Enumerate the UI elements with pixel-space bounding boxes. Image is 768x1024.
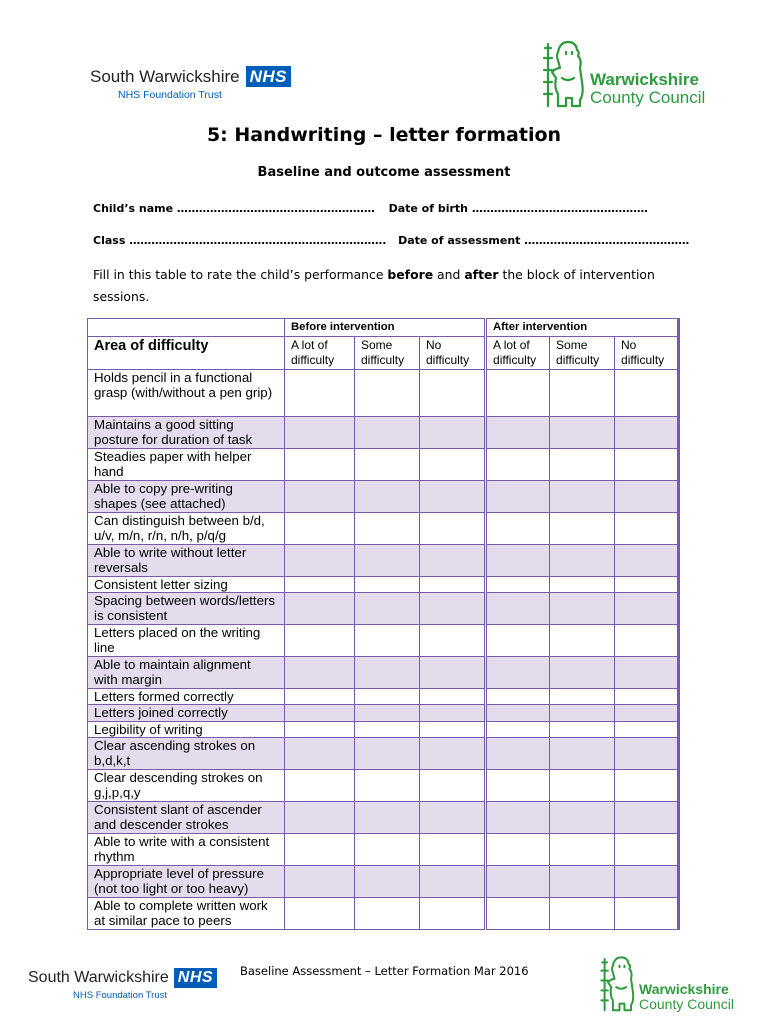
page-title: 5: Handwriting – letter formation <box>206 124 562 146</box>
council-name-line1: Warwickshire <box>590 70 699 90</box>
table-row <box>88 721 679 737</box>
after-a-lot-rating-cell[interactable] <box>486 833 550 865</box>
instructions-text-3: the block of intervention sessions. <box>93 267 655 304</box>
table-row <box>88 689 679 705</box>
before-no-rating-cell[interactable] <box>420 417 486 449</box>
area-of-difficulty-cell: Letters joined correctly <box>88 705 285 721</box>
before-some-rating-cell[interactable] <box>355 513 420 545</box>
before-some-header: Some difficulty <box>355 337 420 370</box>
table-row <box>88 897 679 929</box>
before-a-lot-rating-cell[interactable] <box>285 657 355 689</box>
bear-and-staff-icon <box>540 38 586 108</box>
table-row <box>88 705 679 721</box>
before-some-rating-cell[interactable] <box>355 657 420 689</box>
after-no-rating-cell[interactable] <box>615 801 679 833</box>
before-no-rating-cell[interactable] <box>420 833 486 865</box>
after-no-rating-cell[interactable] <box>615 721 679 737</box>
after-some-rating-cell[interactable] <box>550 833 615 865</box>
table-row <box>88 545 679 577</box>
after-intervention-header: After intervention <box>486 319 679 337</box>
after-a-lot-header: A lot of difficulty <box>486 337 550 370</box>
area-of-difficulty-cell: Clear ascending strokes on b,d,k,t <box>88 737 285 769</box>
after-a-lot-rating-cell[interactable] <box>486 897 550 929</box>
after-some-rating-cell[interactable] <box>550 897 615 929</box>
table-corner <box>88 319 285 337</box>
before-some-rating-cell[interactable] <box>355 737 420 769</box>
before-some-rating-cell[interactable] <box>355 897 420 929</box>
before-a-lot-rating-cell[interactable] <box>285 545 355 577</box>
area-of-difficulty-cell: Holds pencil in a functional grasp (with/without a pen grip) <box>88 370 285 417</box>
class-field[interactable] <box>93 234 689 247</box>
area-of-difficulty-cell: Consistent slant of ascender and descender strokes <box>88 801 285 833</box>
after-no-rating-cell[interactable] <box>615 833 679 865</box>
before-no-rating-cell[interactable] <box>420 721 486 737</box>
after-a-lot-rating-cell[interactable] <box>486 513 550 545</box>
nhs-org-name-footer: South Warwickshire <box>28 969 169 986</box>
childs-name-label: Child’s name ……………………………………………… <box>93 202 375 215</box>
after-a-lot-rating-cell[interactable] <box>486 593 550 625</box>
before-some-rating-cell[interactable] <box>355 801 420 833</box>
after-some-rating-cell[interactable] <box>550 769 615 801</box>
after-some-rating-cell[interactable] <box>550 417 615 449</box>
after-some-rating-cell[interactable] <box>550 801 615 833</box>
before-a-lot-rating-cell[interactable] <box>285 513 355 545</box>
after-no-rating-cell[interactable] <box>615 737 679 769</box>
after-some-rating-cell[interactable] <box>550 449 615 481</box>
date-of-assessment-label: Date of assessment ……………………………………… <box>398 234 690 247</box>
area-of-difficulty-cell: Able to copy pre-writing shapes (see attached) <box>88 481 285 513</box>
area-of-difficulty-cell: Can distinguish between b/d, u/v, m/n, r/n, n/h, p/q/g <box>88 513 285 545</box>
area-of-difficulty-cell: Appropriate level of pressure (not too light or too heavy) <box>88 865 285 897</box>
table-row <box>88 769 679 801</box>
after-a-lot-rating-cell[interactable] <box>486 689 550 705</box>
before-no-rating-cell[interactable] <box>420 370 486 417</box>
before-a-lot-rating-cell[interactable] <box>285 481 355 513</box>
council-name-line1-footer: Warwickshire <box>639 981 729 998</box>
before-some-rating-cell[interactable] <box>355 417 420 449</box>
area-of-difficulty-cell: Maintains a good sitting posture for duration of task <box>88 417 285 449</box>
table-row <box>88 865 679 897</box>
after-some-rating-cell[interactable] <box>550 513 615 545</box>
before-a-lot-rating-cell[interactable] <box>285 769 355 801</box>
after-a-lot-rating-cell[interactable] <box>486 481 550 513</box>
before-some-rating-cell[interactable] <box>355 593 420 625</box>
before-no-header: No difficulty <box>420 337 486 370</box>
before-a-lot-rating-cell[interactable] <box>285 897 355 929</box>
area-of-difficulty-cell: Able to write with a consistent rhythm <box>88 833 285 865</box>
before-no-rating-cell[interactable] <box>420 577 486 593</box>
nhs-logo-header <box>90 66 291 101</box>
table-row <box>88 737 679 769</box>
table-row <box>88 417 679 449</box>
bear-and-staff-icon <box>598 954 636 1012</box>
before-some-rating-cell[interactable] <box>355 545 420 577</box>
after-no-rating-cell[interactable] <box>615 513 679 545</box>
before-some-rating-cell[interactable] <box>355 833 420 865</box>
before-a-lot-rating-cell[interactable] <box>285 625 355 657</box>
after-no-rating-cell[interactable] <box>615 625 679 657</box>
after-a-lot-rating-cell[interactable] <box>486 737 550 769</box>
before-no-rating-cell[interactable] <box>420 593 486 625</box>
nhs-trust-name-footer: NHS Foundation Trust <box>73 990 167 1001</box>
before-a-lot-rating-cell[interactable] <box>285 370 355 417</box>
after-no-rating-cell[interactable] <box>615 897 679 929</box>
before-some-rating-cell[interactable] <box>355 705 420 721</box>
instructions <box>93 264 673 308</box>
after-some-rating-cell[interactable] <box>550 705 615 721</box>
assessment-table-body <box>88 370 679 930</box>
before-no-rating-cell[interactable] <box>420 737 486 769</box>
before-a-lot-rating-cell[interactable] <box>285 449 355 481</box>
after-no-header: No difficulty <box>615 337 679 370</box>
table-row <box>88 625 679 657</box>
after-some-rating-cell[interactable] <box>550 593 615 625</box>
after-no-rating-cell[interactable] <box>615 865 679 897</box>
table-row <box>88 593 679 625</box>
after-a-lot-rating-cell[interactable] <box>486 545 550 577</box>
table-row <box>88 449 679 481</box>
date-of-birth-label: Date of birth ………………………………………… <box>388 202 648 215</box>
instructions-text-2: and <box>433 267 465 282</box>
before-some-rating-cell[interactable] <box>355 625 420 657</box>
before-a-lot-rating-cell[interactable] <box>285 689 355 705</box>
instructions-after: after <box>464 267 499 282</box>
before-no-rating-cell[interactable] <box>420 545 486 577</box>
before-some-rating-cell[interactable] <box>355 721 420 737</box>
before-some-rating-cell[interactable] <box>355 481 420 513</box>
after-some-rating-cell[interactable] <box>550 737 615 769</box>
area-of-difficulty-cell: Steadies paper with helper hand <box>88 449 285 481</box>
after-no-rating-cell[interactable] <box>615 417 679 449</box>
page-subtitle: Baseline and outcome assessment <box>257 165 511 180</box>
before-some-rating-cell[interactable] <box>355 769 420 801</box>
after-a-lot-rating-cell[interactable] <box>486 417 550 449</box>
nhs-logo-footer <box>28 968 217 1001</box>
table-row <box>88 833 679 865</box>
council-logo-footer <box>598 954 734 1012</box>
after-a-lot-rating-cell[interactable] <box>486 801 550 833</box>
table-row <box>88 657 679 689</box>
nhs-org-name: South Warwickshire <box>90 66 240 86</box>
class-label: Class ……………………………………………………………. <box>93 234 387 247</box>
before-a-lot-rating-cell[interactable] <box>285 417 355 449</box>
after-a-lot-rating-cell[interactable] <box>486 721 550 737</box>
after-a-lot-rating-cell[interactable] <box>486 370 550 417</box>
footer-caption: Baseline Assessment – Letter Formation Mar 2016 <box>240 964 529 978</box>
before-a-lot-rating-cell[interactable] <box>285 577 355 593</box>
after-some-rating-cell[interactable] <box>550 721 615 737</box>
before-no-rating-cell[interactable] <box>420 689 486 705</box>
after-no-rating-cell[interactable] <box>615 705 679 721</box>
before-some-rating-cell[interactable] <box>355 689 420 705</box>
nhs-badge-footer: NHS <box>174 968 217 988</box>
before-some-rating-cell[interactable] <box>355 449 420 481</box>
table-row <box>88 577 679 593</box>
after-no-rating-cell[interactable] <box>615 370 679 417</box>
before-no-rating-cell[interactable] <box>420 513 486 545</box>
after-no-rating-cell[interactable] <box>615 545 679 577</box>
after-no-rating-cell[interactable] <box>615 593 679 625</box>
area-of-difficulty-cell: Consistent letter sizing <box>88 577 285 593</box>
after-a-lot-rating-cell[interactable] <box>486 625 550 657</box>
area-of-difficulty-cell: Letters placed on the writing line <box>88 625 285 657</box>
instructions-text-1: Fill in this table to rate the child’s performance <box>93 267 388 282</box>
before-no-rating-cell[interactable] <box>420 657 486 689</box>
after-no-rating-cell[interactable] <box>615 657 679 689</box>
after-no-rating-cell[interactable] <box>615 689 679 705</box>
area-of-difficulty-header: Area of difficulty <box>88 337 285 370</box>
before-some-rating-cell[interactable] <box>355 577 420 593</box>
before-no-rating-cell[interactable] <box>420 865 486 897</box>
before-no-rating-cell[interactable] <box>420 769 486 801</box>
table-row <box>88 370 679 417</box>
after-some-rating-cell[interactable] <box>550 370 615 417</box>
before-no-rating-cell[interactable] <box>420 449 486 481</box>
after-a-lot-rating-cell[interactable] <box>486 769 550 801</box>
after-no-rating-cell[interactable] <box>615 577 679 593</box>
nhs-trust-name: NHS Foundation Trust <box>118 89 222 101</box>
before-some-rating-cell[interactable] <box>355 865 420 897</box>
council-name-line2: County Council <box>590 87 706 107</box>
before-a-lot-rating-cell[interactable] <box>285 865 355 897</box>
before-no-rating-cell[interactable] <box>420 897 486 929</box>
childs-name-field[interactable] <box>93 202 648 215</box>
after-some-header: Some difficulty <box>550 337 615 370</box>
area-of-difficulty-cell: Clear descending strokes on g,j,p,q,y <box>88 769 285 801</box>
area-of-difficulty-cell: Able to maintain alignment with margin <box>88 657 285 689</box>
before-a-lot-rating-cell[interactable] <box>285 833 355 865</box>
council-name-line2-footer: County Council <box>639 995 734 1012</box>
after-some-rating-cell[interactable] <box>550 545 615 577</box>
area-of-difficulty-cell: Able to complete written work at similar pace to peers <box>88 897 285 929</box>
area-of-difficulty-cell: Spacing between words/letters is consistent <box>88 593 285 625</box>
before-no-rating-cell[interactable] <box>420 625 486 657</box>
before-a-lot-rating-cell[interactable] <box>285 593 355 625</box>
before-a-lot-rating-cell[interactable] <box>285 721 355 737</box>
area-of-difficulty-cell: Legibility of writing <box>88 721 285 737</box>
before-a-lot-rating-cell[interactable] <box>285 801 355 833</box>
table-row <box>88 513 679 545</box>
after-some-rating-cell[interactable] <box>550 689 615 705</box>
after-a-lot-rating-cell[interactable] <box>486 865 550 897</box>
after-a-lot-rating-cell[interactable] <box>486 657 550 689</box>
after-no-rating-cell[interactable] <box>615 449 679 481</box>
before-no-rating-cell[interactable] <box>420 801 486 833</box>
nhs-badge: NHS <box>246 66 291 87</box>
after-a-lot-rating-cell[interactable] <box>486 449 550 481</box>
after-some-rating-cell[interactable] <box>550 657 615 689</box>
before-intervention-header: Before intervention <box>285 319 486 337</box>
after-some-rating-cell[interactable] <box>550 577 615 593</box>
before-no-rating-cell[interactable] <box>420 705 486 721</box>
after-some-rating-cell[interactable] <box>550 625 615 657</box>
before-a-lot-rating-cell[interactable] <box>285 705 355 721</box>
table-row <box>88 801 679 833</box>
before-a-lot-rating-cell[interactable] <box>285 737 355 769</box>
after-a-lot-rating-cell[interactable] <box>486 577 550 593</box>
before-some-rating-cell[interactable] <box>355 370 420 417</box>
after-a-lot-rating-cell[interactable] <box>486 705 550 721</box>
before-no-rating-cell[interactable] <box>420 481 486 513</box>
before-a-lot-header: A lot of difficulty <box>285 337 355 370</box>
after-no-rating-cell[interactable] <box>615 769 679 801</box>
area-of-difficulty-cell: Able to write without letter reversals <box>88 545 285 577</box>
area-of-difficulty-cell: Letters formed correctly <box>88 689 285 705</box>
table-row <box>88 481 679 513</box>
after-some-rating-cell[interactable] <box>550 481 615 513</box>
council-logo-header <box>540 38 705 108</box>
assessment-table <box>87 318 680 930</box>
instructions-before: before <box>387 267 434 282</box>
after-some-rating-cell[interactable] <box>550 865 615 897</box>
after-no-rating-cell[interactable] <box>615 481 679 513</box>
